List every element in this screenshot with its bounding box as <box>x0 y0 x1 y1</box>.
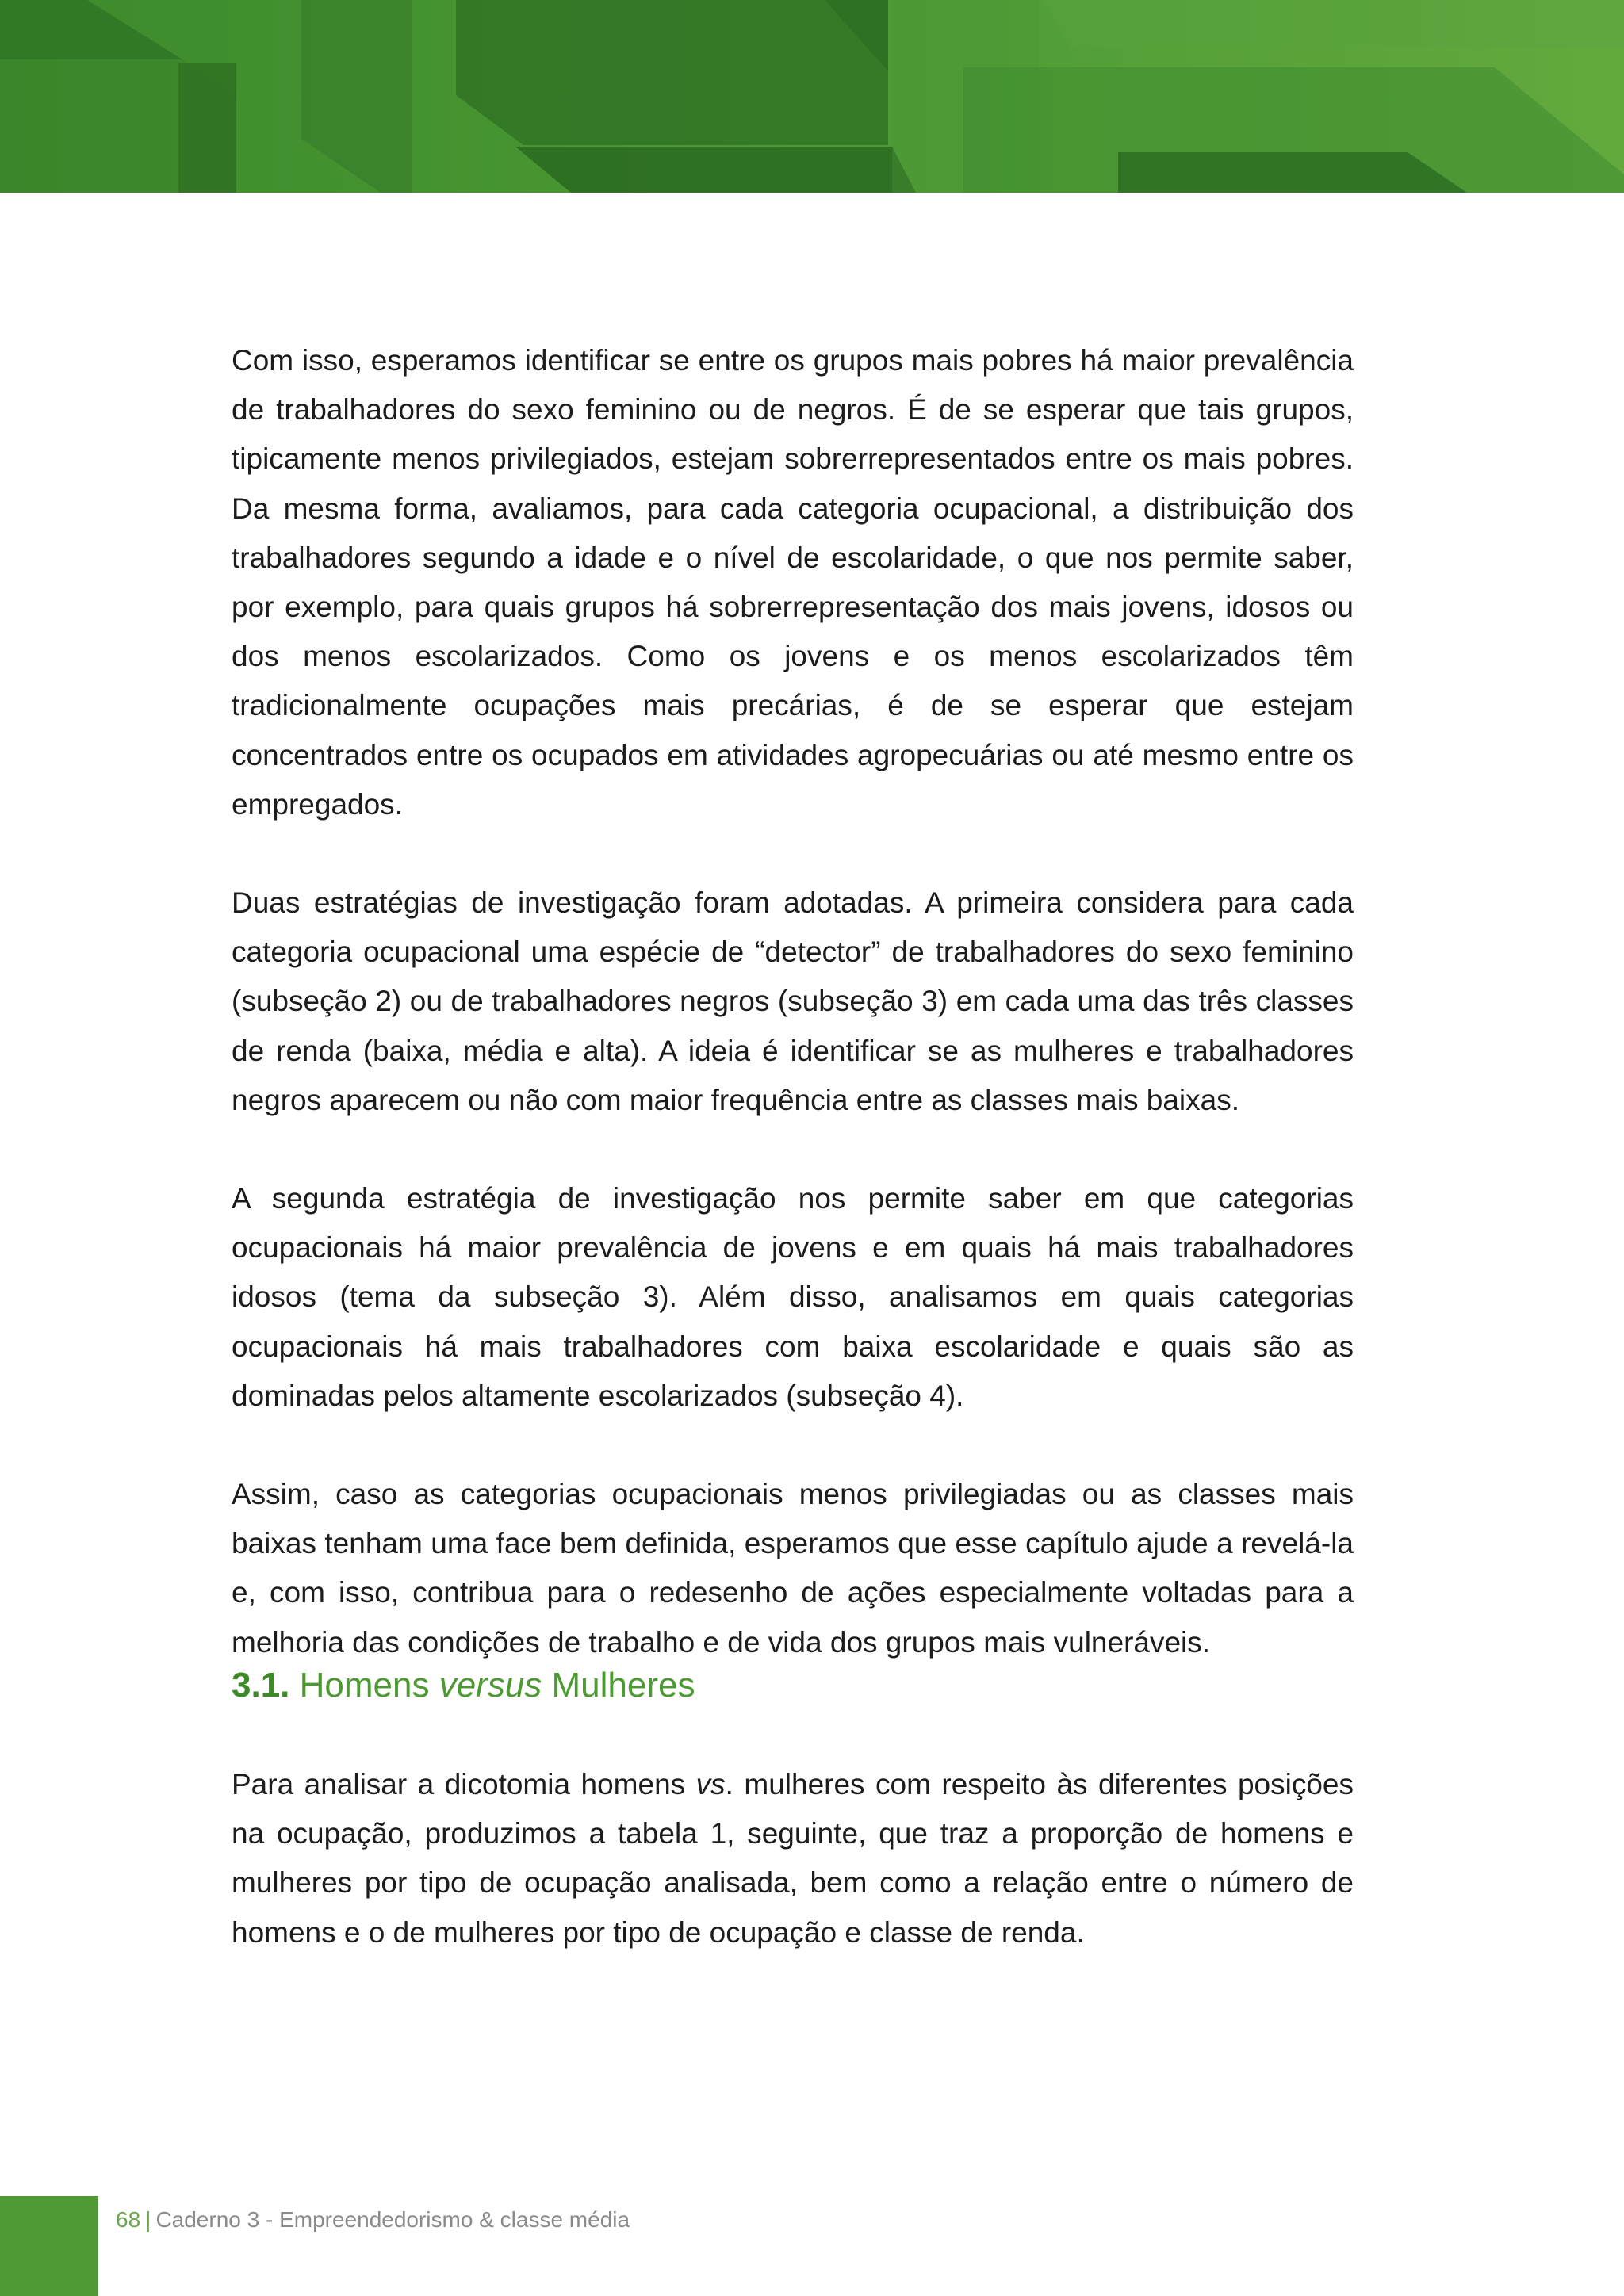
section-title-part2: Mulheres <box>551 1666 695 1705</box>
page-footer <box>116 2204 630 2236</box>
paragraph-3: A segunda estratégia de investigação nos permite saber em que categorias ocupacionais há maior prevalência de jovens e em quais há mais trabalhadores idosos (tema da subseção 3). Além disso, analisamos em quais categorias ocupacionais há mais trabalhadores com baixa escolaridade e quais são as dominadas pelos altamente escolarizados (subseção 4). <box>232 1182 1354 1412</box>
section-body-italic: vs <box>695 1768 726 1800</box>
footer-separator: | <box>145 2207 151 2232</box>
page-number: 68 <box>116 2207 141 2232</box>
footer-color-block <box>0 2196 98 2296</box>
header-decorative-band <box>0 0 1624 193</box>
body-paragraphs <box>232 336 1354 1716</box>
section-title-italic: versus <box>439 1666 542 1705</box>
header-geometric-pattern <box>0 0 1624 193</box>
paragraph-2: Duas estratégias de investigação foram adotadas. A primeira considera para cada categoria ocupacional uma espécie de “detector” de trabalhadores do sexo feminino (subseção 2) ou de trabalhadores negros (subseção 3) em cada uma das três classes de renda (baixa, média e alta). A ideia é identificar se as mulheres e trabalhadores negros aparecem ou não com maior frequência entre as classes mais baixas. <box>232 886 1354 1116</box>
section-paragraph <box>232 1760 1354 1957</box>
publication-title: Caderno 3 - Empreendedorismo & classe média <box>155 2207 630 2232</box>
section-title-part1: Homens <box>299 1666 430 1705</box>
paragraph-1: Com isso, esperamos identificar se entre os grupos mais pobres há maior prevalência de trabalhadores do sexo feminino ou de negros. É de se esperar que tais grupos, tipicamente menos privilegiados, estejam sobrerrepresentados entre os mais pobres. Da mesma forma, avaliamos, para cada categoria ocupacional, a distribuição dos trabalhadores segundo a idade e o nível de escolaridade, o que nos permite saber, por exemplo, para quais grupos há sobrerrepresentação dos mais jovens, idosos ou dos menos escolarizados. Como os jovens e os menos escolarizados têm tradicionalmente ocupações mais precárias, é de se esperar que estejam concentrados entre os ocupados em atividades agropecuárias ou até mesmo entre os empregados. <box>232 344 1354 821</box>
section-heading <box>232 1662 695 1709</box>
section-body-part1: Para analisar a dicotomia homens <box>232 1768 686 1800</box>
section-body-part2: . mulheres com respeito às diferentes posições na ocupação, produzimos a tabela 1, seguinte, que traz a proporção de homens e mulheres por tipo de ocupação analisada, bem como a relação entre o número de homens e o de mulheres por tipo de ocupação e classe de renda. <box>232 1768 1354 1949</box>
section-number: 3.1. <box>232 1666 290 1705</box>
paragraph-4: Assim, caso as categorias ocupacionais menos privilegiadas ou as classes mais baixas tenham uma face bem definida, esperamos que esse capítulo ajude a revelá-la e, com isso, contribua para o redesenho de ações especialmente voltadas para a melhoria das condições de trabalho e de vida dos grupos mais vulneráveis. <box>232 1478 1354 1659</box>
